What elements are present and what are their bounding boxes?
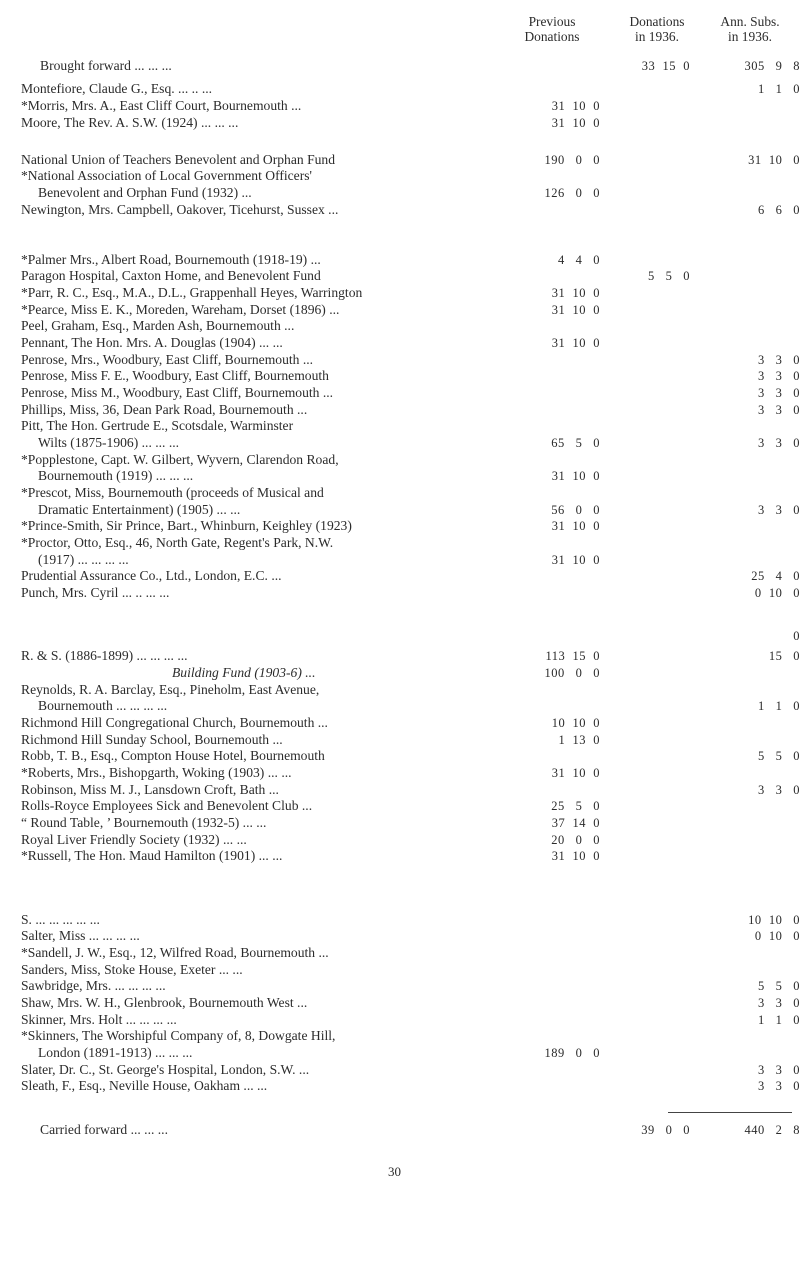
- entry-line: *Skinners, The Worshipful Company of, 8, Dowgate Hill,: [21, 1028, 336, 1043]
- amount-previous: 126 0 0: [544, 186, 600, 200]
- entry-line: Penrose, Miss M., Woodbury, East Cliff, Bournemouth ...: [21, 385, 334, 400]
- entry-line: Richmond Hill Sunday School, Bournemouth ...: [21, 732, 283, 747]
- entry-line: Pennant, The Hon. Mrs. A. Douglas (1904) ... ...: [21, 335, 283, 350]
- entry-line: Bournemouth (1919) ... ... ...: [38, 468, 194, 483]
- amount-subs: 3 3 0: [758, 436, 800, 450]
- column-header-previous-line1: Previous: [528, 14, 576, 29]
- amount-subs: 3 3 0: [758, 783, 800, 797]
- entry-line: *Prescot, Miss, Bournemouth (proceeds of Musical and: [21, 485, 324, 500]
- entry-line: *Sandell, J. W., Esq., 12, Wilfred Road, Bournemouth ...: [21, 945, 329, 960]
- entry-line: *Roberts, Mrs., Bishopgarth, Woking (1903) ... ...: [21, 765, 292, 780]
- amount-previous: 113 15 0: [545, 649, 600, 663]
- entry-line: Building Fund (1903-6) ...: [172, 665, 316, 680]
- amount-subs: 3 3 0: [758, 369, 800, 383]
- entry-line: Montefiore, Claude G., Esq. ... .. ...: [21, 81, 213, 96]
- entry-line: *Russell, The Hon. Maud Hamilton (1901) ... ...: [21, 848, 283, 863]
- entry-line: Pitt, The Hon. Gertrude E., Scotsdale, Warminster: [21, 418, 294, 433]
- amount-previous: 31 10 0: [551, 766, 600, 780]
- amount-subs: 3 3 0: [758, 1063, 800, 1077]
- amount-subs: 3 3 0: [758, 996, 800, 1010]
- amount-subs: 3 3 0: [758, 386, 800, 400]
- amount-previous: 4 4 0: [558, 253, 600, 267]
- entry-line: Sanders, Miss, Stoke House, Exeter ... ...: [21, 962, 243, 977]
- amount-previous: 31 10 0: [551, 336, 600, 350]
- amount-subs: 3 3 0: [758, 353, 800, 367]
- amount-previous: 65 5 0: [551, 436, 600, 450]
- amount-subs: 6 6 0: [758, 203, 800, 217]
- entry-line: *Popplestone, Capt. W. Gilbert, Wyvern, Clarendon Road,: [21, 452, 339, 467]
- amount-subs: 0 10 0: [754, 929, 800, 943]
- column-header-subs-line2: in 1936.: [728, 29, 772, 44]
- entry-line: Punch, Mrs. Cyril ... .. ... ...: [21, 585, 170, 600]
- entry-line: Reynolds, R. A. Barclay, Esq., Pineholm, East Avenue,: [21, 682, 320, 697]
- amount-donations: 33 15 0: [641, 59, 690, 73]
- entry-line: Rolls-Royce Employees Sick and Benevolent Club ...: [21, 798, 313, 813]
- entry-line: Shaw, Mrs. W. H., Glenbrook, Bournemouth West ...: [21, 995, 308, 1010]
- amount-previous: 31 10 0: [551, 286, 600, 300]
- entry-line: *Palmer Mrs., Albert Road, Bournemouth (1918-19) ...: [21, 252, 321, 267]
- entry-line: National Union of Teachers Benevolent and Orphan Fund: [21, 152, 336, 167]
- entry-line: (1917) ... ... ... ...: [38, 552, 129, 567]
- entry-line: Robb, T. B., Esq., Compton House Hotel, Bournemouth: [21, 748, 325, 763]
- page-number: 30: [388, 1164, 401, 1179]
- entry-line: Phillips, Miss, 36, Dean Park Road, Bournemouth ...: [21, 402, 308, 417]
- column-header-donations-line2: in 1936.: [635, 29, 679, 44]
- column-header-previous-line2: Donations: [524, 29, 580, 44]
- entry-line: S. ... ... ... ... ...: [21, 912, 100, 927]
- entry-line: *Morris, Mrs. A., East Cliff Court, Bournemouth ...: [21, 98, 302, 113]
- entry-line: Wilts (1875-1906) ... ... ...: [38, 435, 180, 450]
- amount-subs: 15 0: [768, 649, 800, 663]
- amount-previous: 189 0 0: [544, 1046, 600, 1060]
- entry-line: Newington, Mrs. Campbell, Oakover, Ticehurst, Sussex ...: [21, 202, 339, 217]
- entry-line: Robinson, Miss M. J., Lansdown Croft, Bath ...: [21, 782, 279, 797]
- entry-line: Prudential Assurance Co., Ltd., London, E.C. ...: [21, 568, 282, 583]
- entry-line: Moore, The Rev. A. S.W. (1924) ... ... ...: [21, 115, 239, 130]
- entry-line: Carried forward ... ... ...: [40, 1122, 168, 1137]
- entry-line: Royal Liver Friendly Society (1932) ... ...: [21, 832, 247, 847]
- entry-line: *Prince-Smith, Sir Prince, Bart., Whinburn, Keighley (1923): [21, 518, 352, 533]
- entry-line: *Pearce, Miss E. K., Moreden, Wareham, Dorset (1896) ...: [21, 302, 340, 317]
- column-header-previous: [492, 14, 612, 44]
- entry-line: *Proctor, Otto, Esq., 46, North Gate, Regent's Park, N.W.: [21, 535, 334, 550]
- amount-subs: 25 4 0: [751, 569, 800, 583]
- entry-line: *National Association of Local Government Officers': [21, 168, 312, 183]
- entry-line: Salter, Miss ... ... ... ...: [21, 928, 140, 943]
- entry-line: Dramatic Entertainment) (1905) ... ...: [38, 502, 241, 517]
- entry-line: Richmond Hill Congregational Church, Bournemouth ...: [21, 715, 328, 730]
- entry-line: Paragon Hospital, Caxton Home, and Benevolent Fund: [21, 268, 321, 283]
- entry-line: “ Round Table, ’ Bournemouth (1932-5) ... ...: [21, 815, 267, 830]
- entry-line: Bournemouth ... ... ... ...: [38, 698, 168, 713]
- amount-previous: 31 10 0: [551, 553, 600, 567]
- amount-previous: 31 10 0: [551, 303, 600, 317]
- amount-previous: 10 10 0: [551, 716, 600, 730]
- amount-subs: 440 2 8: [744, 1123, 800, 1137]
- amount-subs: 1 1 0: [758, 82, 800, 96]
- entry-line: Peel, Graham, Esq., Marden Ash, Bournemouth ...: [21, 318, 295, 333]
- amount-previous: 37 14 0: [551, 816, 600, 830]
- amount-previous: 31 10 0: [551, 469, 600, 483]
- entry-line: Slater, Dr. C., St. George's Hospital, London, S.W. ...: [21, 1062, 310, 1077]
- amount-subs: 305 9 8: [744, 59, 800, 73]
- column-header-donations-line1: Donations: [629, 14, 685, 29]
- amount-previous: 31 10 0: [551, 116, 600, 130]
- amount-subs: 3 3 0: [758, 503, 800, 517]
- column-header-donations: [612, 14, 702, 44]
- amount-previous: 56 0 0: [551, 503, 600, 517]
- entry-line: Skinner, Mrs. Holt ... ... ... ...: [21, 1012, 177, 1027]
- amount-subs: 5 5 0: [758, 749, 800, 763]
- amount-subs: 31 10 0: [748, 153, 800, 167]
- entry-line: Penrose, Miss F. E., Woodbury, East Cliff, Bournemouth: [21, 368, 329, 383]
- total-rule: [668, 1112, 792, 1113]
- entry-line: London (1891-1913) ... ... ...: [38, 1045, 193, 1060]
- amount-previous: 1 13 0: [558, 733, 600, 747]
- entry-line: Brought forward ... ... ...: [40, 58, 172, 73]
- column-header-subs: [700, 14, 800, 44]
- amount-previous: 190 0 0: [544, 153, 600, 167]
- entry-line: Penrose, Mrs., Woodbury, East Cliff, Bournemouth ...: [21, 352, 314, 367]
- amount-previous: 25 5 0: [551, 799, 600, 813]
- amount-subs: 10 10 0: [748, 913, 800, 927]
- entry-line: Sawbridge, Mrs. ... ... ... ...: [21, 978, 166, 993]
- amount-subs: 3 3 0: [758, 403, 800, 417]
- amount-previous: 20 0 0: [551, 833, 600, 847]
- entry-line: R. & S. (1886-1899) ... ... ... ...: [21, 648, 188, 663]
- amount-subs: 1 1 0: [758, 699, 800, 713]
- column-header-subs-line1: Ann. Subs.: [720, 14, 780, 29]
- amount-previous: 31 10 0: [551, 519, 600, 533]
- amount-subs: 0: [793, 629, 800, 643]
- amount-subs: 5 5 0: [758, 979, 800, 993]
- amount-donations: 5 5 0: [648, 269, 690, 283]
- amount-previous: 31 10 0: [551, 849, 600, 863]
- entry-line: Benevolent and Orphan Fund (1932) ...: [38, 185, 252, 200]
- amount-subs: 1 1 0: [758, 1013, 800, 1027]
- entry-line: Sleath, F., Esq., Neville House, Oakham ... ...: [21, 1078, 268, 1093]
- amount-donations: 39 0 0: [641, 1123, 690, 1137]
- entry-line: *Parr, R. C., Esq., M.A., D.L., Grappenhall Heyes, Warrington: [21, 285, 363, 300]
- amount-subs: 3 3 0: [758, 1079, 800, 1093]
- amount-subs: 0 10 0: [754, 586, 800, 600]
- amount-previous: 31 10 0: [551, 99, 600, 113]
- amount-previous: 100 0 0: [544, 666, 600, 680]
